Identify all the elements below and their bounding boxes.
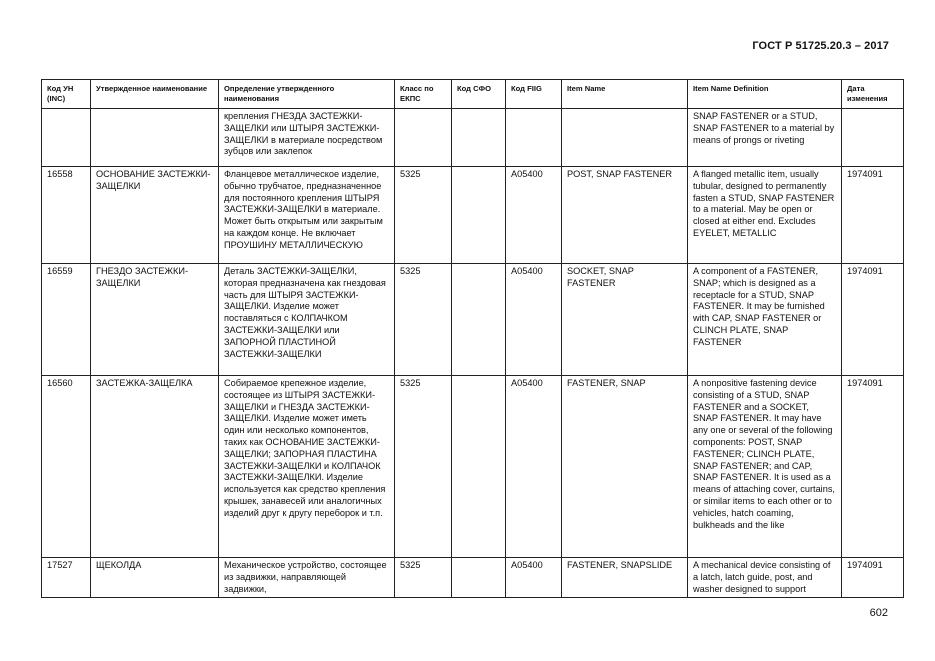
- cell-class: 5325: [395, 167, 452, 264]
- cell-item-name: [562, 109, 688, 167]
- cell-date: 1974091: [842, 558, 904, 598]
- cell-date: 1974091: [842, 167, 904, 264]
- cell-date: 1974091: [842, 376, 904, 558]
- cell-item-definition: A nonpositive fastening device consisting of a STUD, SNAP FASTENER and a SOCKET, SNAP FASTENER. It may have any one or several of the following components: POST, SNAP FASTENER; CLINCH PLATE, SNAP FASTENER; and CAP, SNAP FASTENER. It is used as a means of attaching cover, curtains, or similar items to each other or to vehicles, hatch coaming, bulkheads and the like: [688, 376, 842, 558]
- data-table: [41, 79, 904, 598]
- column-header-date: Дата изменения: [842, 80, 904, 109]
- cell-definition: Механическое устройство, состоящее из задвижки, направляющей задвижки,: [219, 558, 395, 598]
- cell-item-definition: A mechanical device consisting of a latch, latch guide, post, and washer designed to support: [688, 558, 842, 598]
- cell-class: 5325: [395, 264, 452, 376]
- cell-definition: Деталь ЗАСТЕЖКИ-ЗАЩЕЛКИ, которая предназначена как гнездовая часть для ШТЫРЯ ЗАСТЕЖКИ-ЗАЩЕЛКИ. Изделие может поставляться с КОЛПАЧКОМ ЗАСТЕЖКИ-ЗАЩЕЛКИ или ЗАПОРНОЙ ПЛАСТИНОЙ ЗАСТЕЖКИ-ЗАЩЕЛКИ: [219, 264, 395, 376]
- page-number: 602: [869, 607, 888, 619]
- column-header-sfo: Код СФО: [452, 80, 506, 109]
- cell-item-definition: A flanged metallic item, usually tubular, designed to permanently fasten a STUD, SNAP FASTENER to a material. May be open or closed at either end. Excludes EYELET, METALLIC: [688, 167, 842, 264]
- column-header-fiig: Код FIIG: [506, 80, 562, 109]
- column-header-item-name: Item Name: [562, 80, 688, 109]
- cell-class: 5325: [395, 558, 452, 598]
- cell-approved-name: [91, 109, 219, 167]
- cell-class: [395, 109, 452, 167]
- cell-sfo: [452, 109, 506, 167]
- cell-fiig: A05400: [506, 558, 562, 598]
- cell-fiig: A05400: [506, 167, 562, 264]
- document-standard-header: ГОСТ Р 51725.20.3 – 2017: [752, 40, 889, 52]
- table-row: [42, 558, 904, 598]
- table-row: [42, 167, 904, 264]
- cell-date: 1974091: [842, 264, 904, 376]
- cell-approved-name: ЩЕКОЛДА: [91, 558, 219, 598]
- cell-sfo: [452, 264, 506, 376]
- table-row: [42, 376, 904, 558]
- cell-class: 5325: [395, 376, 452, 558]
- cell-inc: 16559: [42, 264, 91, 376]
- cell-item-definition: A component of a FASTENER, SNAP; which is designed as a receptacle for a STUD, SNAP FASTENER. It may be furnished with CAP, SNAP FASTENER or CLINCH PLATE, SNAP FASTENER: [688, 264, 842, 376]
- column-header-item-definition: Item Name Definition: [688, 80, 842, 109]
- cell-item-definition: SNAP FASTENER or a STUD, SNAP FASTENER to a material by means of prongs or riveting: [688, 109, 842, 167]
- column-header-inc: Код УН (INC): [42, 80, 91, 109]
- table-row: [42, 109, 904, 167]
- column-header-definition: Определение утвержденного наименования: [219, 80, 395, 109]
- cell-item-name: FASTENER, SNAP: [562, 376, 688, 558]
- cell-inc: 17527: [42, 558, 91, 598]
- column-header-class: Класс по ЕКПС: [395, 80, 452, 109]
- cell-definition: Фланцевое металлическое изделие, обычно трубчатое, предназначенное для постоянного крепления ШТЫРЯ ЗАСТЕЖКИ-ЗАЩЕЛКИ в материале. Может быть открытым или закрытым на каждом конце. Не включает ПРОУШИНУ МЕТАЛЛИЧЕСКУЮ: [219, 167, 395, 264]
- table-header-row: [42, 80, 904, 109]
- cell-item-name: FASTENER, SNAPSLIDE: [562, 558, 688, 598]
- table-row: [42, 264, 904, 376]
- cell-sfo: [452, 376, 506, 558]
- cell-fiig: A05400: [506, 264, 562, 376]
- column-header-approved-name: Утвержденное наименование: [91, 80, 219, 109]
- cell-definition: Собираемое крепежное изделие, состоящее из ШТЫРЯ ЗАСТЕЖКИ-ЗАЩЕЛКИ и ГНЕЗДА ЗАСТЕЖКИ-ЗАЩЕЛКИ. Изделие может иметь один или несколько компонентов, таких как ОСНОВАНИЕ ЗАСТЕЖКИ-ЗАЩЕЛКИ; ЗАПОРНАЯ ПЛАСТИНА ЗАСТЕЖКИ-ЗАЩЕЛКИ и КОЛПАЧОК ЗАСТЕЖКИ-ЗАЩЕЛКИ. Изделие используется как средство крепления крышек, занавесей или аналогичных изделий друг к другу переборок и т.п.: [219, 376, 395, 558]
- cell-inc: [42, 109, 91, 167]
- cell-fiig: [506, 109, 562, 167]
- cell-fiig: A05400: [506, 376, 562, 558]
- cell-inc: 16558: [42, 167, 91, 264]
- cell-date: [842, 109, 904, 167]
- cell-sfo: [452, 558, 506, 598]
- cell-item-name: POST, SNAP FASTENER: [562, 167, 688, 264]
- cell-item-name: SOCKET, SNAP FASTENER: [562, 264, 688, 376]
- cell-approved-name: ОСНОВАНИЕ ЗАСТЕЖКИ-ЗАЩЕЛКИ: [91, 167, 219, 264]
- cell-inc: 16560: [42, 376, 91, 558]
- cell-approved-name: ГНЕЗДО ЗАСТЕЖКИ-ЗАЩЕЛКИ: [91, 264, 219, 376]
- cell-definition: крепления ГНЕЗДА ЗАСТЕЖКИ-ЗАЩЕЛКИ или ШТЫРЯ ЗАСТЕЖКИ-ЗАЩЕЛКИ в материале посредством зубцов или заклепок: [219, 109, 395, 167]
- cell-sfo: [452, 167, 506, 264]
- cell-approved-name: ЗАСТЕЖКА-ЗАЩЕЛКА: [91, 376, 219, 558]
